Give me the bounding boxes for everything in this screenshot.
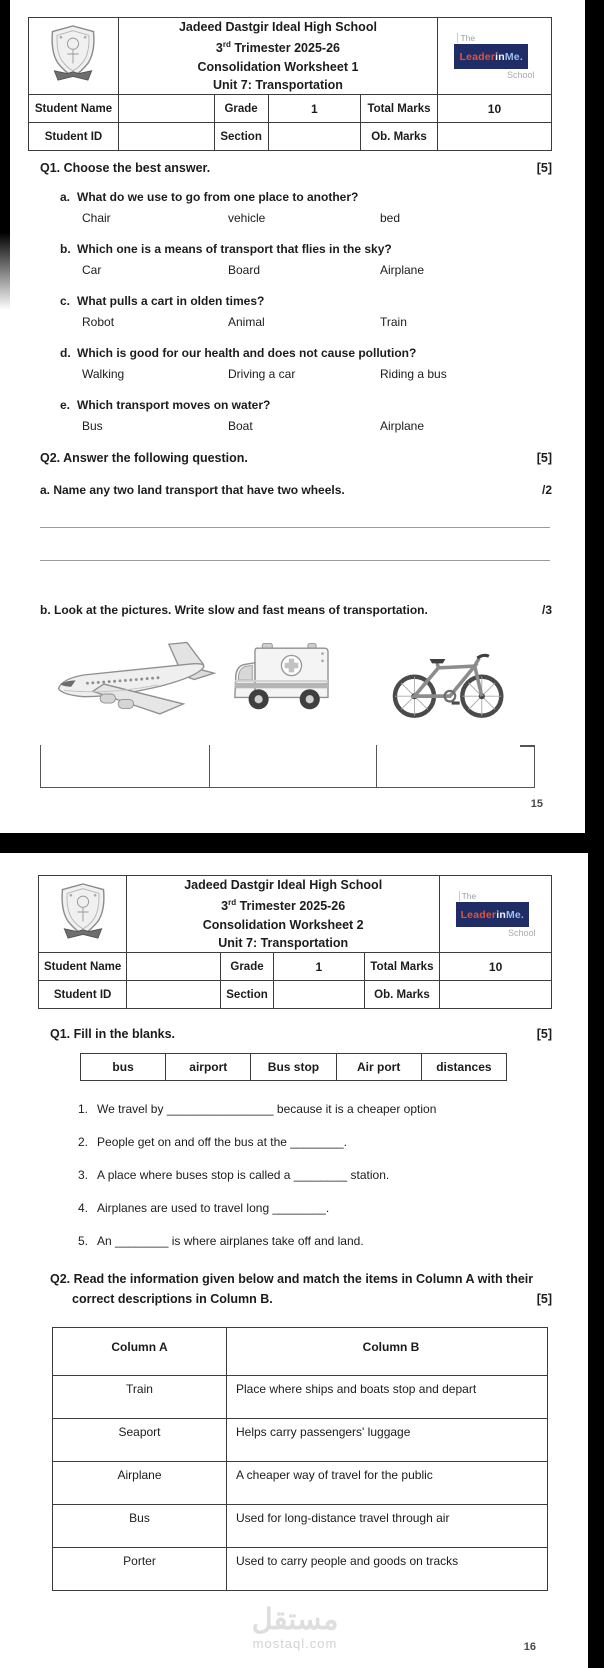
logo-in: in	[496, 908, 506, 921]
question-label: b.	[60, 242, 71, 256]
word-bank-cell: distances	[421, 1054, 506, 1081]
student-id-label: Student ID	[29, 123, 119, 151]
option-text: Train	[380, 315, 407, 329]
worksheet-title: Consolidation Worksheet 1	[197, 59, 359, 74]
column-b-item: Used to carry people and goods on tracks	[227, 1548, 548, 1591]
total-marks-label: Total Marks	[361, 95, 438, 123]
header-table	[28, 17, 552, 151]
header-title-cell	[127, 876, 440, 953]
q1-marks: [5]	[536, 161, 552, 175]
watermark	[38, 1605, 552, 1651]
question-label: c.	[60, 294, 71, 308]
q1-heading	[38, 1027, 552, 1041]
q2-marks: [5]	[536, 451, 552, 465]
column-b-item: Used for long-distance travel through air	[227, 1505, 548, 1548]
watermark-arabic: مستقل	[251, 1604, 339, 1636]
student-name-value-cell	[127, 953, 221, 981]
q2-part-a-text: a. Name any two land transport that have two wheels.	[40, 483, 345, 497]
q2-part-a	[28, 483, 552, 497]
fill-item-number: 5.	[78, 1234, 89, 1248]
question-item-e	[28, 397, 552, 435]
fill-item-4	[38, 1200, 552, 1216]
word-bank-cell: bus	[81, 1054, 166, 1081]
fill-item-text: A place where buses stop is called a ________ station.	[97, 1168, 390, 1182]
section-value-cell	[268, 123, 361, 151]
question-item-c	[28, 293, 552, 331]
word-bank-cell: airport	[166, 1054, 251, 1081]
total-marks-label: Total Marks	[364, 953, 439, 981]
column-b-item: A cheaper way of travel for the public	[227, 1462, 548, 1505]
column-a-item: Bus	[53, 1505, 227, 1548]
option-text: Walking	[82, 367, 125, 381]
fill-item-2	[38, 1134, 552, 1150]
airplane-illustration	[53, 637, 225, 737]
leader-in-me-logo	[454, 33, 534, 80]
word-bank-cell: Air port	[336, 1054, 421, 1081]
section-label: Section	[214, 123, 268, 151]
question-label: a.	[60, 190, 71, 204]
option-text: bed	[380, 211, 401, 225]
option-text: Board	[228, 263, 261, 277]
ob-marks-label: Ob. Marks	[364, 981, 439, 1009]
logo-in: in	[495, 50, 505, 63]
trimester-text: Trimester 2025-26	[230, 41, 340, 56]
trimester-line	[119, 36, 437, 57]
logo-me: Me.	[504, 50, 523, 63]
q1-marks: [5]	[536, 1027, 552, 1041]
total-marks-value: 10	[440, 953, 552, 981]
logo-school: School	[506, 69, 535, 80]
question-item-b	[28, 241, 552, 279]
logo-leader: Leader	[459, 50, 496, 63]
q2-heading	[38, 1269, 552, 1309]
option-text: Riding a bus	[380, 367, 447, 381]
option-text: Driving a car	[228, 367, 296, 381]
leader-in-me-cell	[437, 18, 551, 95]
column-a-item: Airplane	[53, 1462, 227, 1505]
watermark-domain: mostaql.com	[252, 1636, 338, 1651]
ob-marks-value-cell	[437, 123, 551, 151]
column-b-header: Column B	[227, 1328, 548, 1376]
match-table	[52, 1327, 548, 1591]
section-value-cell	[273, 981, 364, 1009]
q1-title: Q1. Choose the best answer.	[40, 161, 211, 175]
column-a-header: Column A	[53, 1328, 227, 1376]
school-crest-cell	[39, 876, 127, 953]
fill-item-number: 2.	[78, 1135, 89, 1149]
word-bank-cell: Bus stop	[251, 1054, 336, 1081]
fill-item-3	[38, 1167, 552, 1183]
page-number: 15	[530, 798, 543, 810]
question-label: d.	[60, 346, 71, 360]
section-label: Section	[221, 981, 274, 1009]
option-text: Boat	[228, 419, 253, 433]
trimester-ordinal: rd	[228, 898, 237, 908]
student-id-value-cell	[118, 123, 214, 151]
unit-title: Unit 7: Transportation	[218, 935, 349, 950]
total-marks-value: 10	[437, 95, 551, 123]
q2-part-b	[28, 603, 552, 617]
q2-marks: [5]	[536, 1292, 552, 1306]
logo-the: The	[457, 33, 534, 43]
match-row	[53, 1462, 548, 1505]
column-b-item: Place where ships and boats stop and depart	[227, 1376, 548, 1419]
ob-marks-label: Ob. Marks	[361, 123, 438, 151]
worksheet-page-1	[0, 0, 585, 833]
fill-item-text: An ________ is where airplanes take off and land.	[97, 1234, 364, 1248]
student-name-label: Student Name	[39, 953, 127, 981]
q2-heading	[28, 451, 552, 465]
question-text: Which transport moves on water?	[77, 398, 271, 412]
school-crest-logo	[45, 71, 101, 88]
question-item-d	[28, 345, 552, 383]
match-row	[53, 1505, 548, 1548]
q2-part-a-marks: /2	[541, 483, 552, 497]
answer-box-divider	[209, 745, 210, 787]
school-name: Jadeed Dastgir Ideal High School	[178, 20, 377, 35]
page-number: 16	[523, 1641, 536, 1653]
header-title-cell	[118, 18, 437, 95]
match-row	[53, 1548, 548, 1591]
answer-box-divider	[376, 745, 377, 787]
student-id-value-cell	[127, 981, 221, 1009]
option-text: Animal	[228, 315, 265, 329]
option-text: Robot	[82, 315, 115, 329]
grade-value: 1	[268, 95, 361, 123]
trimester-line	[127, 894, 439, 915]
q2-part-b-text: b. Look at the pictures. Write slow and fast means of transportation.	[40, 603, 428, 617]
fill-item-text: People get on and off the bus at the ________.	[97, 1135, 348, 1149]
question-item-a	[28, 189, 552, 227]
column-a-item: Train	[53, 1376, 227, 1419]
grade-label: Grade	[214, 95, 268, 123]
trimester-number: 3	[221, 899, 229, 914]
logo-leader: Leader	[460, 908, 497, 921]
q2-title-line2: correct descriptions in Column B.	[72, 1292, 273, 1306]
question-label: e.	[60, 398, 71, 412]
answer-box-row	[40, 745, 535, 788]
match-row	[53, 1376, 548, 1419]
grade-label: Grade	[221, 953, 274, 981]
option-text: Chair	[82, 211, 111, 225]
trimester-number: 3	[215, 41, 223, 56]
q2-part-b-marks: /3	[541, 603, 552, 617]
option-text: vehicle	[228, 211, 266, 225]
fill-item-number: 1.	[78, 1102, 89, 1116]
q2-title-line1: Q2. Read the information given below and match the items in Column A with their	[50, 1272, 534, 1286]
fill-item-5	[38, 1233, 552, 1249]
option-text: Airplane	[380, 419, 425, 433]
option-text: Car	[82, 263, 102, 277]
pictures-strip	[28, 621, 552, 725]
question-text: Which one is a means of transport that flies in the sky?	[77, 242, 392, 256]
logo-the: The	[459, 891, 536, 901]
leader-in-me-logo	[456, 891, 536, 938]
logo-box	[454, 44, 527, 69]
answer-line	[40, 560, 550, 561]
header-table	[38, 875, 552, 1009]
fill-item-text: Airplanes are used to travel long ________.	[97, 1201, 330, 1215]
fill-item-text: We travel by ________________ because it is a cheaper option	[97, 1102, 437, 1116]
answer-line	[40, 527, 550, 528]
q2-title: Q2. Answer the following question.	[40, 451, 248, 465]
ambulance-illustration	[230, 639, 342, 728]
q1-title: Q1. Fill in the blanks.	[50, 1027, 176, 1041]
logo-box	[456, 902, 529, 927]
question-text: Which is good for our health and does not cause pollution?	[77, 346, 417, 360]
fill-item-1	[38, 1101, 552, 1117]
fill-item-number: 3.	[78, 1168, 89, 1182]
student-name-label: Student Name	[29, 95, 119, 123]
q1-heading	[28, 161, 552, 175]
school-name: Jadeed Dastgir Ideal High School	[184, 878, 383, 893]
column-b-item: Helps carry passengers' luggage	[227, 1419, 548, 1462]
trimester-ordinal: rd	[222, 40, 231, 50]
scan-shadow	[0, 0, 10, 310]
student-name-value-cell	[118, 95, 214, 123]
trimester-text: Trimester 2025-26	[236, 899, 346, 914]
column-a-item: Seaport	[53, 1419, 227, 1462]
grade-value: 1	[273, 953, 364, 981]
question-text: What pulls a cart in olden times?	[77, 294, 265, 308]
student-id-label: Student ID	[39, 981, 127, 1009]
option-text: Bus	[82, 419, 103, 433]
school-crest-cell	[29, 18, 119, 95]
school-crest-logo	[55, 929, 111, 946]
word-bank-table	[80, 1053, 507, 1081]
leader-in-me-cell	[440, 876, 552, 953]
worksheet-title: Consolidation Worksheet 2	[202, 917, 364, 932]
ob-marks-value-cell	[440, 981, 552, 1009]
question-text: What do we use to go from one place to another?	[77, 190, 359, 204]
match-row	[53, 1419, 548, 1462]
worksheet-page-2	[0, 853, 588, 1668]
logo-school: School	[508, 927, 536, 938]
option-text: Airplane	[380, 263, 425, 277]
bicycle-illustration	[391, 643, 507, 726]
fill-item-number: 4.	[78, 1201, 89, 1215]
column-a-item: Porter	[53, 1548, 227, 1591]
logo-me: Me.	[505, 908, 525, 921]
unit-title: Unit 7: Transportation	[213, 77, 343, 92]
answer-box-corner	[520, 745, 534, 747]
